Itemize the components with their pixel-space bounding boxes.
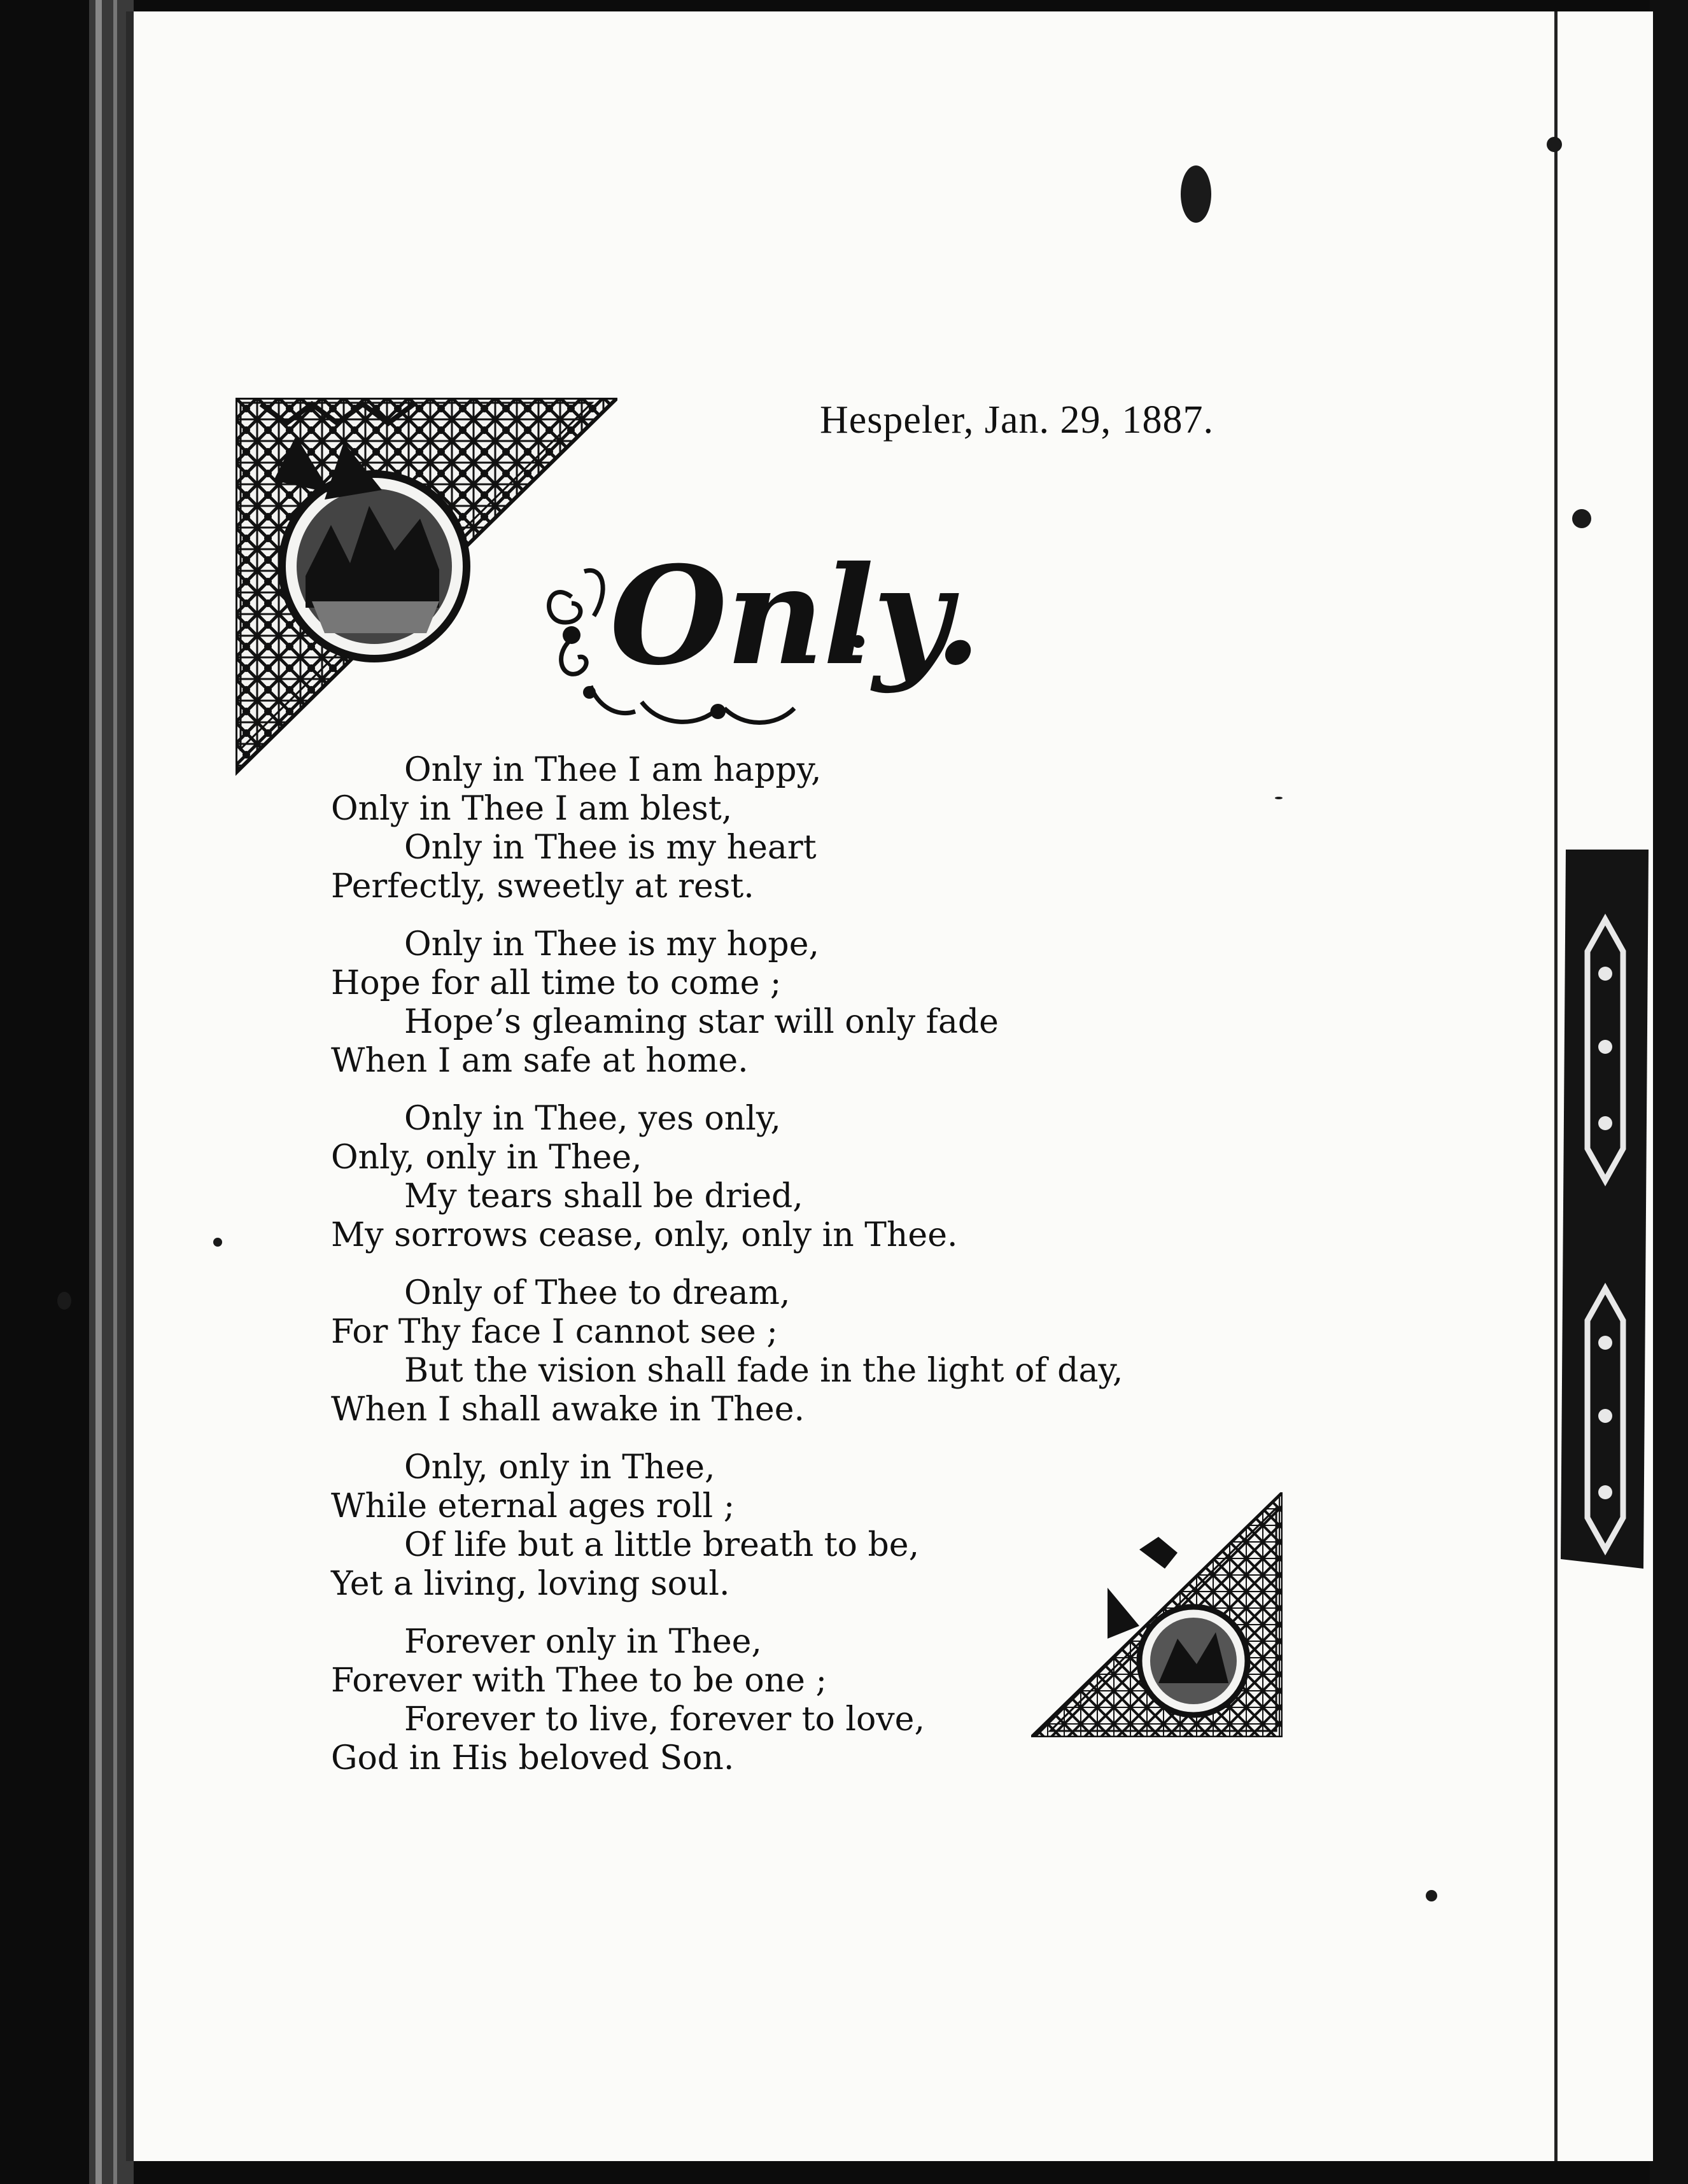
poem-line: My tears shall be dried,: [404, 1177, 803, 1215]
poem-line: Only in Thee is my heart: [404, 829, 817, 867]
poem-line: Perfectly, sweetly at rest.: [331, 867, 754, 906]
poem-line: Hope for all time to come ;: [331, 964, 782, 1002]
poem-title: Only.: [610, 536, 981, 695]
binding-tab: [1559, 850, 1652, 1569]
dateline: Hespeler, Jan. 29, 1887.: [820, 398, 1214, 442]
poem-line: Only, only in Thee,: [331, 1138, 642, 1177]
poem-line: Only in Thee is my hope,: [404, 925, 820, 963]
stanza: [331, 1274, 1286, 1429]
decorative-corner-vignette: [1031, 1492, 1283, 1737]
poem-line: My sorrows cease, only, only in Thee.: [331, 1216, 958, 1254]
poem-line: While eternal ages roll ;: [331, 1487, 735, 1525]
stanza: [331, 1100, 1286, 1255]
poem-line: Of life but a little breath to be,: [404, 1526, 920, 1564]
poem-line: When I shall awake in Thee.: [331, 1390, 805, 1429]
poem-title-block: [533, 536, 981, 731]
poem-line: God in His beloved Son.: [331, 1739, 735, 1777]
poem-line: Only of Thee to dream,: [404, 1274, 791, 1312]
poem-line: Hope’s gleaming star will only fade: [404, 1003, 999, 1041]
poem-line: For Thy face I cannot see ;: [331, 1313, 778, 1351]
stanza: [331, 751, 1286, 906]
poem-line: Yet a living, loving soul.: [331, 1565, 730, 1603]
poem-line: Only in Thee I am blest,: [331, 790, 733, 828]
poem-line: When I am safe at home.: [331, 1042, 749, 1080]
poem-line: Forever to live, forever to love,: [404, 1700, 925, 1739]
poem-line: Only in Thee I am happy,: [404, 751, 822, 789]
stanza: [331, 925, 1286, 1081]
poem-line: But the vision shall fade in the light of day,: [404, 1352, 1123, 1390]
poem-line: Only in Thee, yes only,: [404, 1100, 781, 1138]
poem-line: Forever only in Thee,: [404, 1623, 762, 1661]
poem-line: Forever with Thee to be one ;: [331, 1662, 827, 1700]
poem-line: Only, only in Thee,: [404, 1448, 715, 1487]
